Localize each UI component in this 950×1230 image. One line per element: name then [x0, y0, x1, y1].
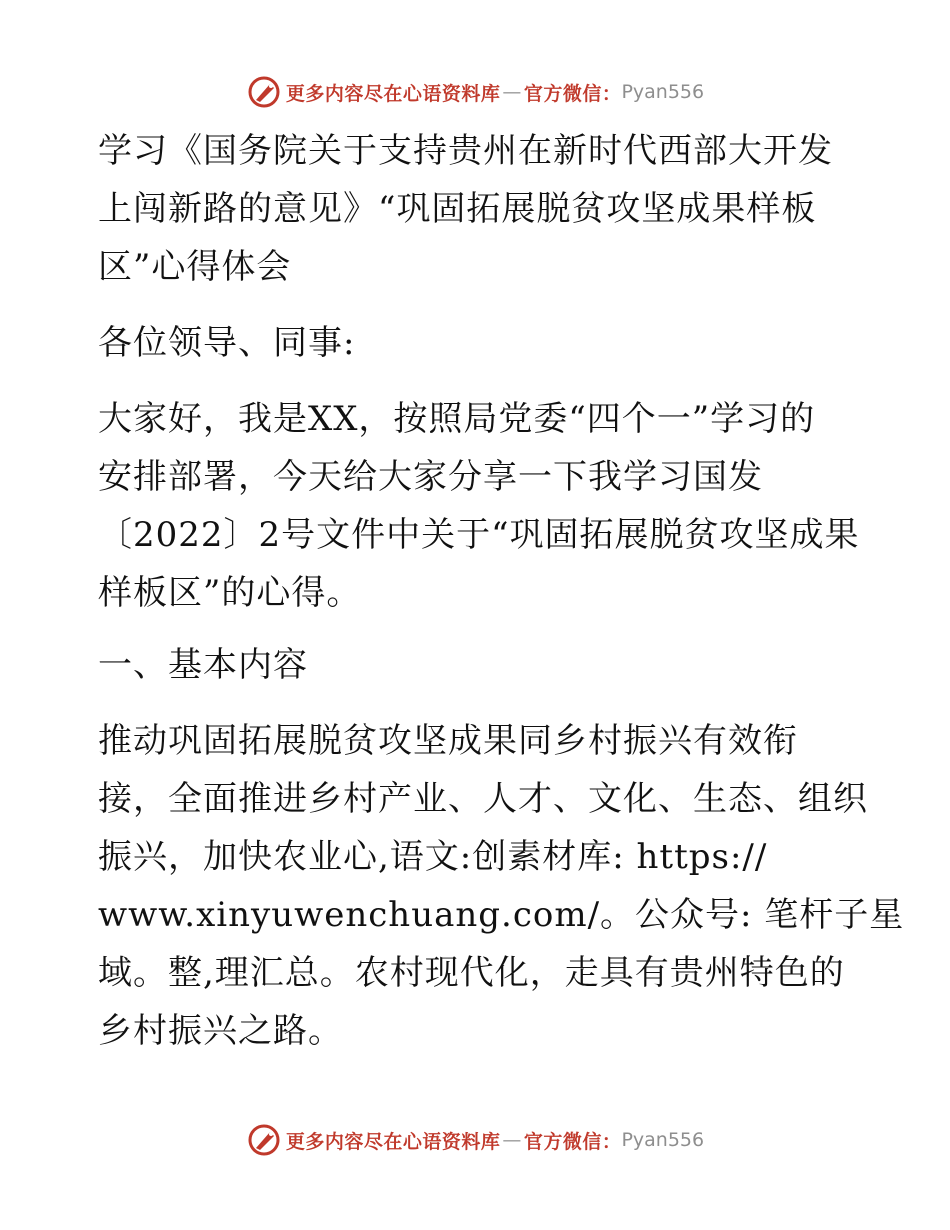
body-line-4: www.xinyuwenchuang.com/。公众号: 笔杆子星 — [98, 895, 905, 935]
banner-contact-label: 官方微信： — [523, 82, 622, 105]
body-line-2: 接，全面推进乡村产业、人才、文化、生态、组织 — [98, 779, 868, 819]
intro-line-4: 样板区”的心得。 — [98, 573, 362, 613]
title-line-3: 区”心得体会 — [98, 247, 292, 287]
body-line-3: 振兴，加快农业心,语文:创素材库: https:// — [98, 837, 768, 877]
intro-line-2: 安排部署，今天给大家分享一下我学习国发 — [98, 457, 763, 497]
banner-separator: — — [502, 81, 522, 103]
pen-nib-circle-icon — [246, 74, 282, 110]
banner-contact-id: Pyan556 — [621, 81, 705, 103]
body-paragraph — [98, 712, 905, 1060]
body-line-5: 域。整,理汇总。农村现代化，走具有贵州特色的 — [98, 953, 845, 993]
intro-paragraph — [98, 390, 858, 622]
document-title — [98, 122, 858, 296]
body-line-6: 乡村振兴之路。 — [98, 1011, 343, 1051]
title-line-1: 学习《国务院关于支持贵州在新时代西部大开发 — [98, 131, 833, 171]
body-line-1: 推动巩固拓展脱贫攻坚成果同乡村振兴有效衔 — [98, 721, 798, 761]
banner-main-text: 更多内容尽在心语资料库 — [285, 82, 501, 105]
greeting: 各位领导、同事: — [98, 323, 356, 363]
banner-main-text: 更多内容尽在心语资料库 — [285, 1130, 501, 1153]
intro-line-1: 大家好，我是XX，按照局党委“四个一”学习的 — [98, 399, 816, 439]
title-line-2: 上闯新路的意见》“巩固拓展脱贫攻坚成果样板 — [98, 189, 817, 229]
intro-line-3: 〔2022〕2号文件中关于“巩固拓展脱贫攻坚成果 — [98, 515, 860, 555]
pen-nib-circle-icon — [246, 1122, 282, 1158]
banner-separator: — — [502, 1129, 522, 1151]
banner-contact-id: Pyan556 — [621, 1129, 705, 1151]
section-heading: 一、基本内容 — [98, 645, 308, 685]
document-body — [98, 122, 905, 1060]
banner-contact-label: 官方微信： — [523, 1130, 622, 1153]
footer-banner — [0, 1120, 950, 1160]
header-banner — [0, 72, 950, 112]
